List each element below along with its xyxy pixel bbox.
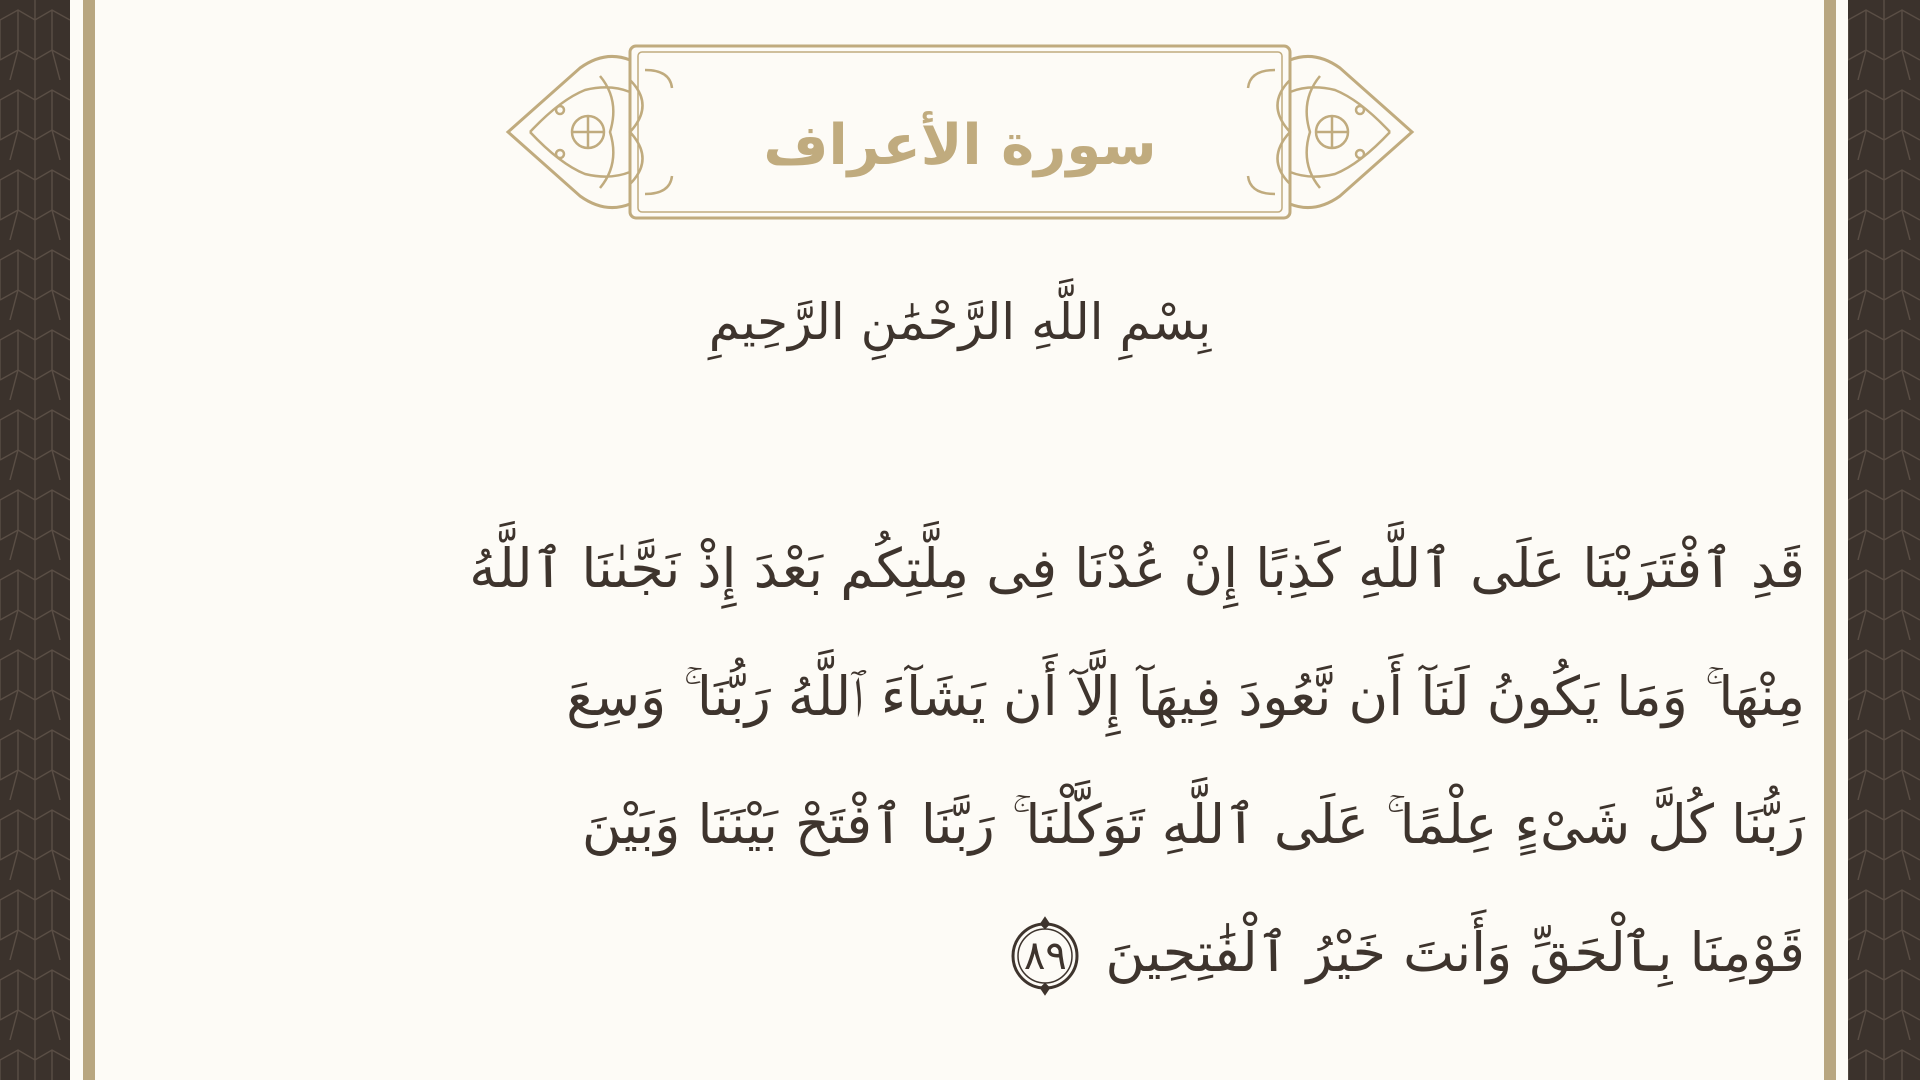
surah-title-cartouche	[500, 40, 1420, 230]
left-ornamental-border	[0, 0, 70, 1080]
gold-rule-right	[1824, 0, 1836, 1080]
verse-line-2: مِنْهَا ۚ وَمَا يَكُونُ لَنَآ أَن نَّعُودَ فِيهَآ إِلَّآ أَن يَشَآءَ ٱللَّهُ رَبُّنَا ۚ وَسِعَ	[566, 665, 1805, 728]
verse-line-3: رَبُّنَا كُلَّ شَىْءٍ عِلْمًا ۚ عَلَى ٱللَّهِ تَوَكَّلْنَا ۚ رَبَّنَا ٱفْتَحْ بَيْنَنَا وَبَيْنَ	[581, 793, 1805, 856]
verse-text	[330, 505, 1805, 1017]
verse-line-4	[330, 889, 1805, 1017]
geometric-pattern-right	[1848, 0, 1920, 1080]
verse-line-4-text: قَوْمِنَا بِٱلْحَقِّ وَأَنتَ خَيْرُ ٱلْفَٰتِحِينَ	[1105, 921, 1805, 984]
ayah-end-marker	[1003, 914, 1087, 998]
page-margin-left	[70, 0, 83, 1080]
gold-rule-left	[83, 0, 95, 1080]
surah-title: سورة الأعراف	[763, 113, 1157, 178]
right-ornamental-border	[1848, 0, 1920, 1080]
page-margin-right	[1836, 0, 1848, 1080]
verse-line-1: قَدِ ٱفْتَرَيْنَا عَلَى ٱللَّهِ كَذِبًا إِنْ عُدْنَا فِى مِلَّتِكُم بَعْدَ إِذْ نَجَّىٰنَا ٱللَّهُ	[469, 537, 1805, 600]
ayah-number: ٨٩	[1023, 933, 1067, 980]
basmala-calligraphy: بِسْمِ اللَّهِ الرَّحْمَٰنِ الرَّحِيمِ	[708, 293, 1212, 351]
geometric-pattern-left	[0, 0, 70, 1080]
